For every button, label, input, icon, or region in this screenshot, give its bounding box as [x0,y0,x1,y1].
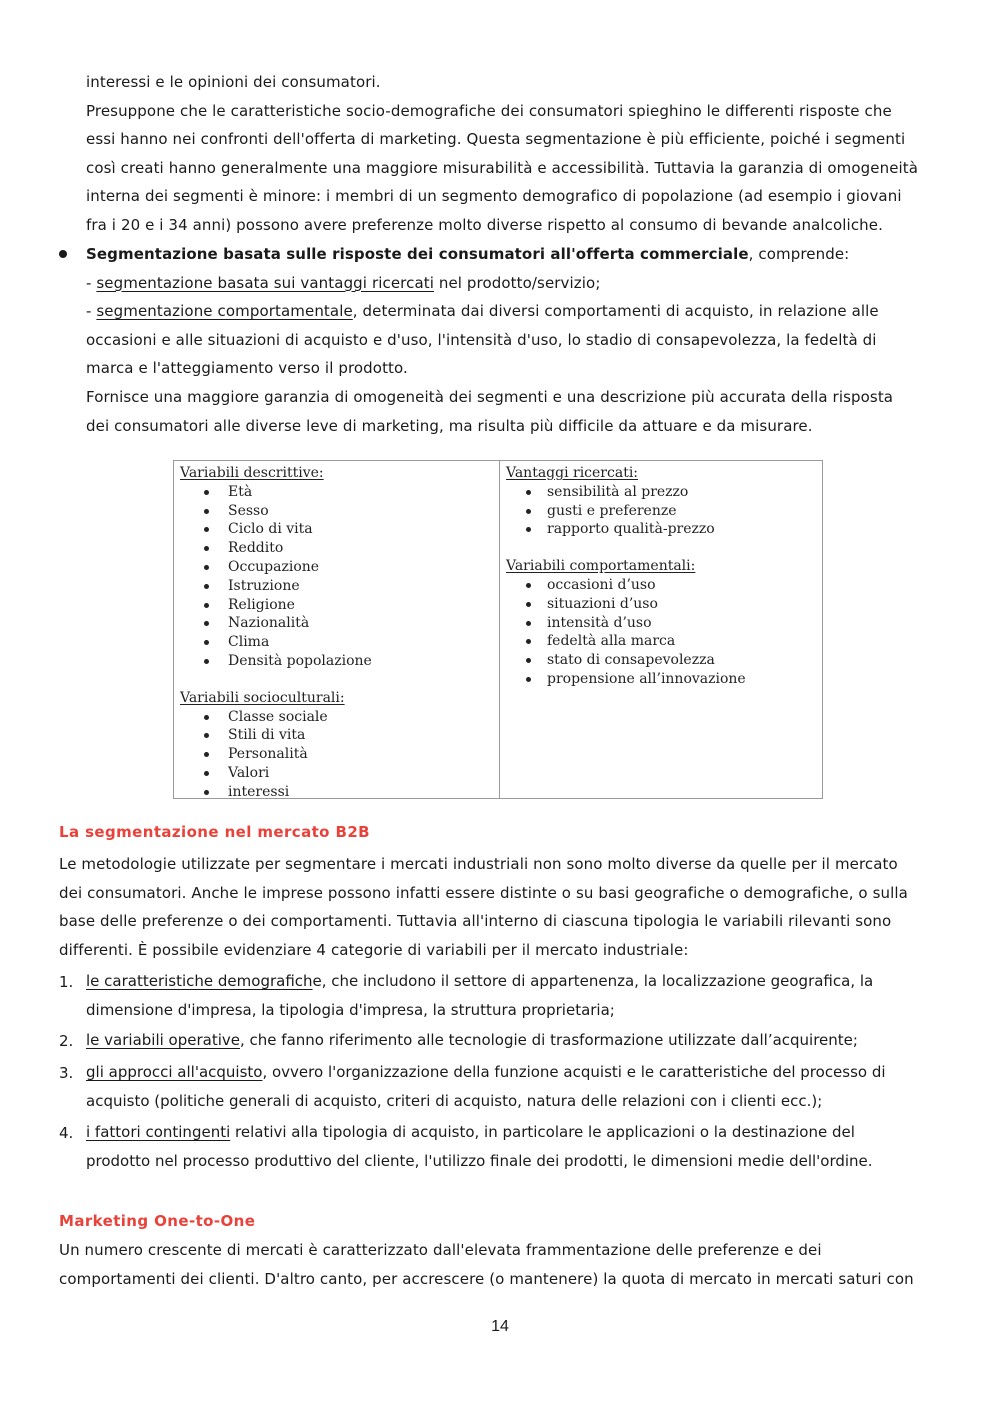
table-list-item: Stili di vita [180,726,493,745]
table-list-item: Valori [180,764,493,783]
bullet-item-behavioral [86,297,946,326]
table-list-item: Reddito [180,539,493,558]
behavioral-variables-title: Variabili comportamentali: [506,558,696,575]
b2b-heading: La segmentazione nel mercato B2B [59,823,370,841]
table-list-item: situazioni d’uso [506,595,816,614]
text: nel prodotto/servizio; [433,273,601,292]
text-line: Le metodologie utilizzate per segmentare i mercati industriali non sono molto diverse da quelle per il mercato [59,855,898,873]
table-list-item: Religione [180,596,493,615]
list-item [86,967,946,1024]
table-list-item: Occupazione [180,558,493,577]
table-list-item: intensità d’uso [506,614,816,633]
sociocultural-variables-title: Variabili socioculturali: [180,689,345,706]
bullet-title: Segmentazione basata sulle risposte dei consumatori all'offerta commerciale [86,245,749,263]
bullet-title-line [86,240,946,269]
bullet-item-benefits [86,269,946,298]
behavioral-variables-list [506,576,816,689]
list-item [86,1058,946,1115]
intro-paragraph [86,68,946,240]
benefits-sought-list [506,483,816,539]
benefits-sought-title: Vantaggi ricercati: [506,465,639,481]
b2b-paragraph [59,850,919,964]
benefits-segmentation-term: segmentazione basata sui vantaggi ricercati [96,273,434,292]
text-line: dei consumatori. Anche le imprese possono infatti essere distinte o su basi geografiche o demografiche, o sulla [59,883,908,902]
table-list-item: fedeltà alla marca [506,632,816,651]
dash: - [86,273,97,292]
bullet-title-suffix: , comprende: [748,245,850,263]
text: e, che includono il settore di appartenenza, la localizzazione geografica, la [312,972,874,990]
text-line: Presuppone che le caratteristiche socio-demografiche dei consumatori spieghino le differenti risposte che [86,101,892,120]
table-list-item: Ciclo di vita [180,520,493,539]
segmentation-variables-table [173,460,823,799]
text: , che fanno riferimento alle tecnologie di trasformazione utilizzate dall’acquirente; [240,1031,858,1049]
table-list-item: propensione all’innovazione [506,670,816,689]
text-line: interessi e le opinioni dei consumatori. [86,73,381,91]
text: , determinata dai diversi comportamenti di acquisto, in relazione alle [352,302,879,321]
table-list-item: occasioni d’uso [506,576,816,595]
text-line: differenti. È possibile evidenziare 4 categorie di variabili per il mercato industriale: [59,940,689,959]
table-list-item: gusti e preferenze [506,502,816,521]
list-item [86,1026,946,1055]
table-list-item: Sesso [180,502,493,521]
text-line: occasioni e alle situazioni di acquisto e d'uso, l'intensità d'uso, lo stadio di consapevolezza, la fedeltà di [86,330,877,349]
table-list-item: rapporto qualità-prezzo [506,520,816,539]
list-item-term: i fattori contingenti [86,1123,231,1141]
page-number: 14 [491,1318,509,1335]
table-list-item: Clima [180,633,493,652]
descriptive-variables-list [180,483,493,671]
text: , ovvero l'organizzazione della funzione acquisti e le caratteristiche del processo di [262,1063,886,1081]
list-number: 1. [59,973,74,991]
list-number: 2. [59,1032,74,1050]
text-line: interna dei segmenti è minore: i membri di un segmento demografico di popolazione (ad esempio i giovani [86,187,902,206]
list-number: 3. [59,1064,74,1082]
list-item [86,1118,946,1175]
dash: - [86,302,97,321]
text-line: dimensione d'impresa, la tipologia d'impresa, la struttura proprietaria; [86,1000,615,1019]
table-list-item: Nazionalità [180,614,493,633]
table-list-item: Densità popolazione [180,652,493,671]
text-line: così creati hanno generalmente una maggiore misurabilità e accessibilità. Tuttavia la garanzia di omogeneità [86,158,919,177]
one-to-one-paragraph [59,1236,919,1293]
text-line: dei consumatori alle diverse leve di marketing, ma risulta più difficile da attuare e da misurare. [86,416,813,435]
text-line: fra i 20 e i 34 anni) possono avere preferenze molto diverse rispetto al consumo di bevande analcoliche. [86,215,883,234]
list-item-term: le variabili operative [86,1031,240,1049]
behavioral-segmentation-term: segmentazione comportamentale [96,302,353,321]
list-item-term: le caratteristiche demografich [86,972,313,990]
table-list-item: stato di consapevolezza [506,651,816,670]
table-list-item: Età [180,483,493,502]
table-list-item: sensibilità al prezzo [506,483,816,502]
list-item-term: gli approcci all'acquisto [86,1063,263,1081]
text-line: marca e l'atteggiamento verso il prodotto. [86,359,408,378]
table-list-item: Personalità [180,745,493,764]
table-list-item: Istruzione [180,577,493,596]
table-left-column [174,461,500,798]
text-line: Fornisce una maggiore garanzia di omogeneità dei segmenti e una descrizione più accurata della risposta [86,387,894,406]
text-line: prodotto nel processo produttivo del cliente, l'utilizzo finale dei prodotti, le dimensioni medie dell'ordine. [86,1151,873,1170]
descriptive-variables-title: Variabili descrittive: [180,465,324,481]
text-line: essi hanno nei confronti dell'offerta di marketing. Questa segmentazione è più efficiente, poiché i segmenti [86,130,906,149]
text-line: Un numero crescente di mercati è caratterizzato dall'elevata frammentazione delle preferenze e dei [59,1241,822,1259]
one-to-one-heading: Marketing One-to-One [59,1212,256,1230]
text-line: base delle preferenze o dei comportamenti. Tuttavia all'interno di ciascuna tipologia le variabili rilevanti sono [59,912,892,931]
bullet-dot [59,250,67,258]
bullet-paragraph [86,240,946,440]
text-line: acquisto (politiche generali di acquisto, criteri di acquisto, natura delle relazioni con i clienti ecc.); [86,1091,823,1110]
list-number: 4. [59,1124,74,1142]
text-line: comportamenti dei clienti. D'altro canto, per accrescere (o mantenere) la quota di mercato in mercati saturi con [59,1269,914,1288]
sociocultural-variables-list [180,708,493,802]
table-right-column [500,461,822,798]
text: relativi alla tipologia di acquisto, in particolare le applicazioni o la destinazione del [230,1123,855,1141]
table-list-item: Classe sociale [180,708,493,727]
table-list-item: interessi [180,783,493,802]
